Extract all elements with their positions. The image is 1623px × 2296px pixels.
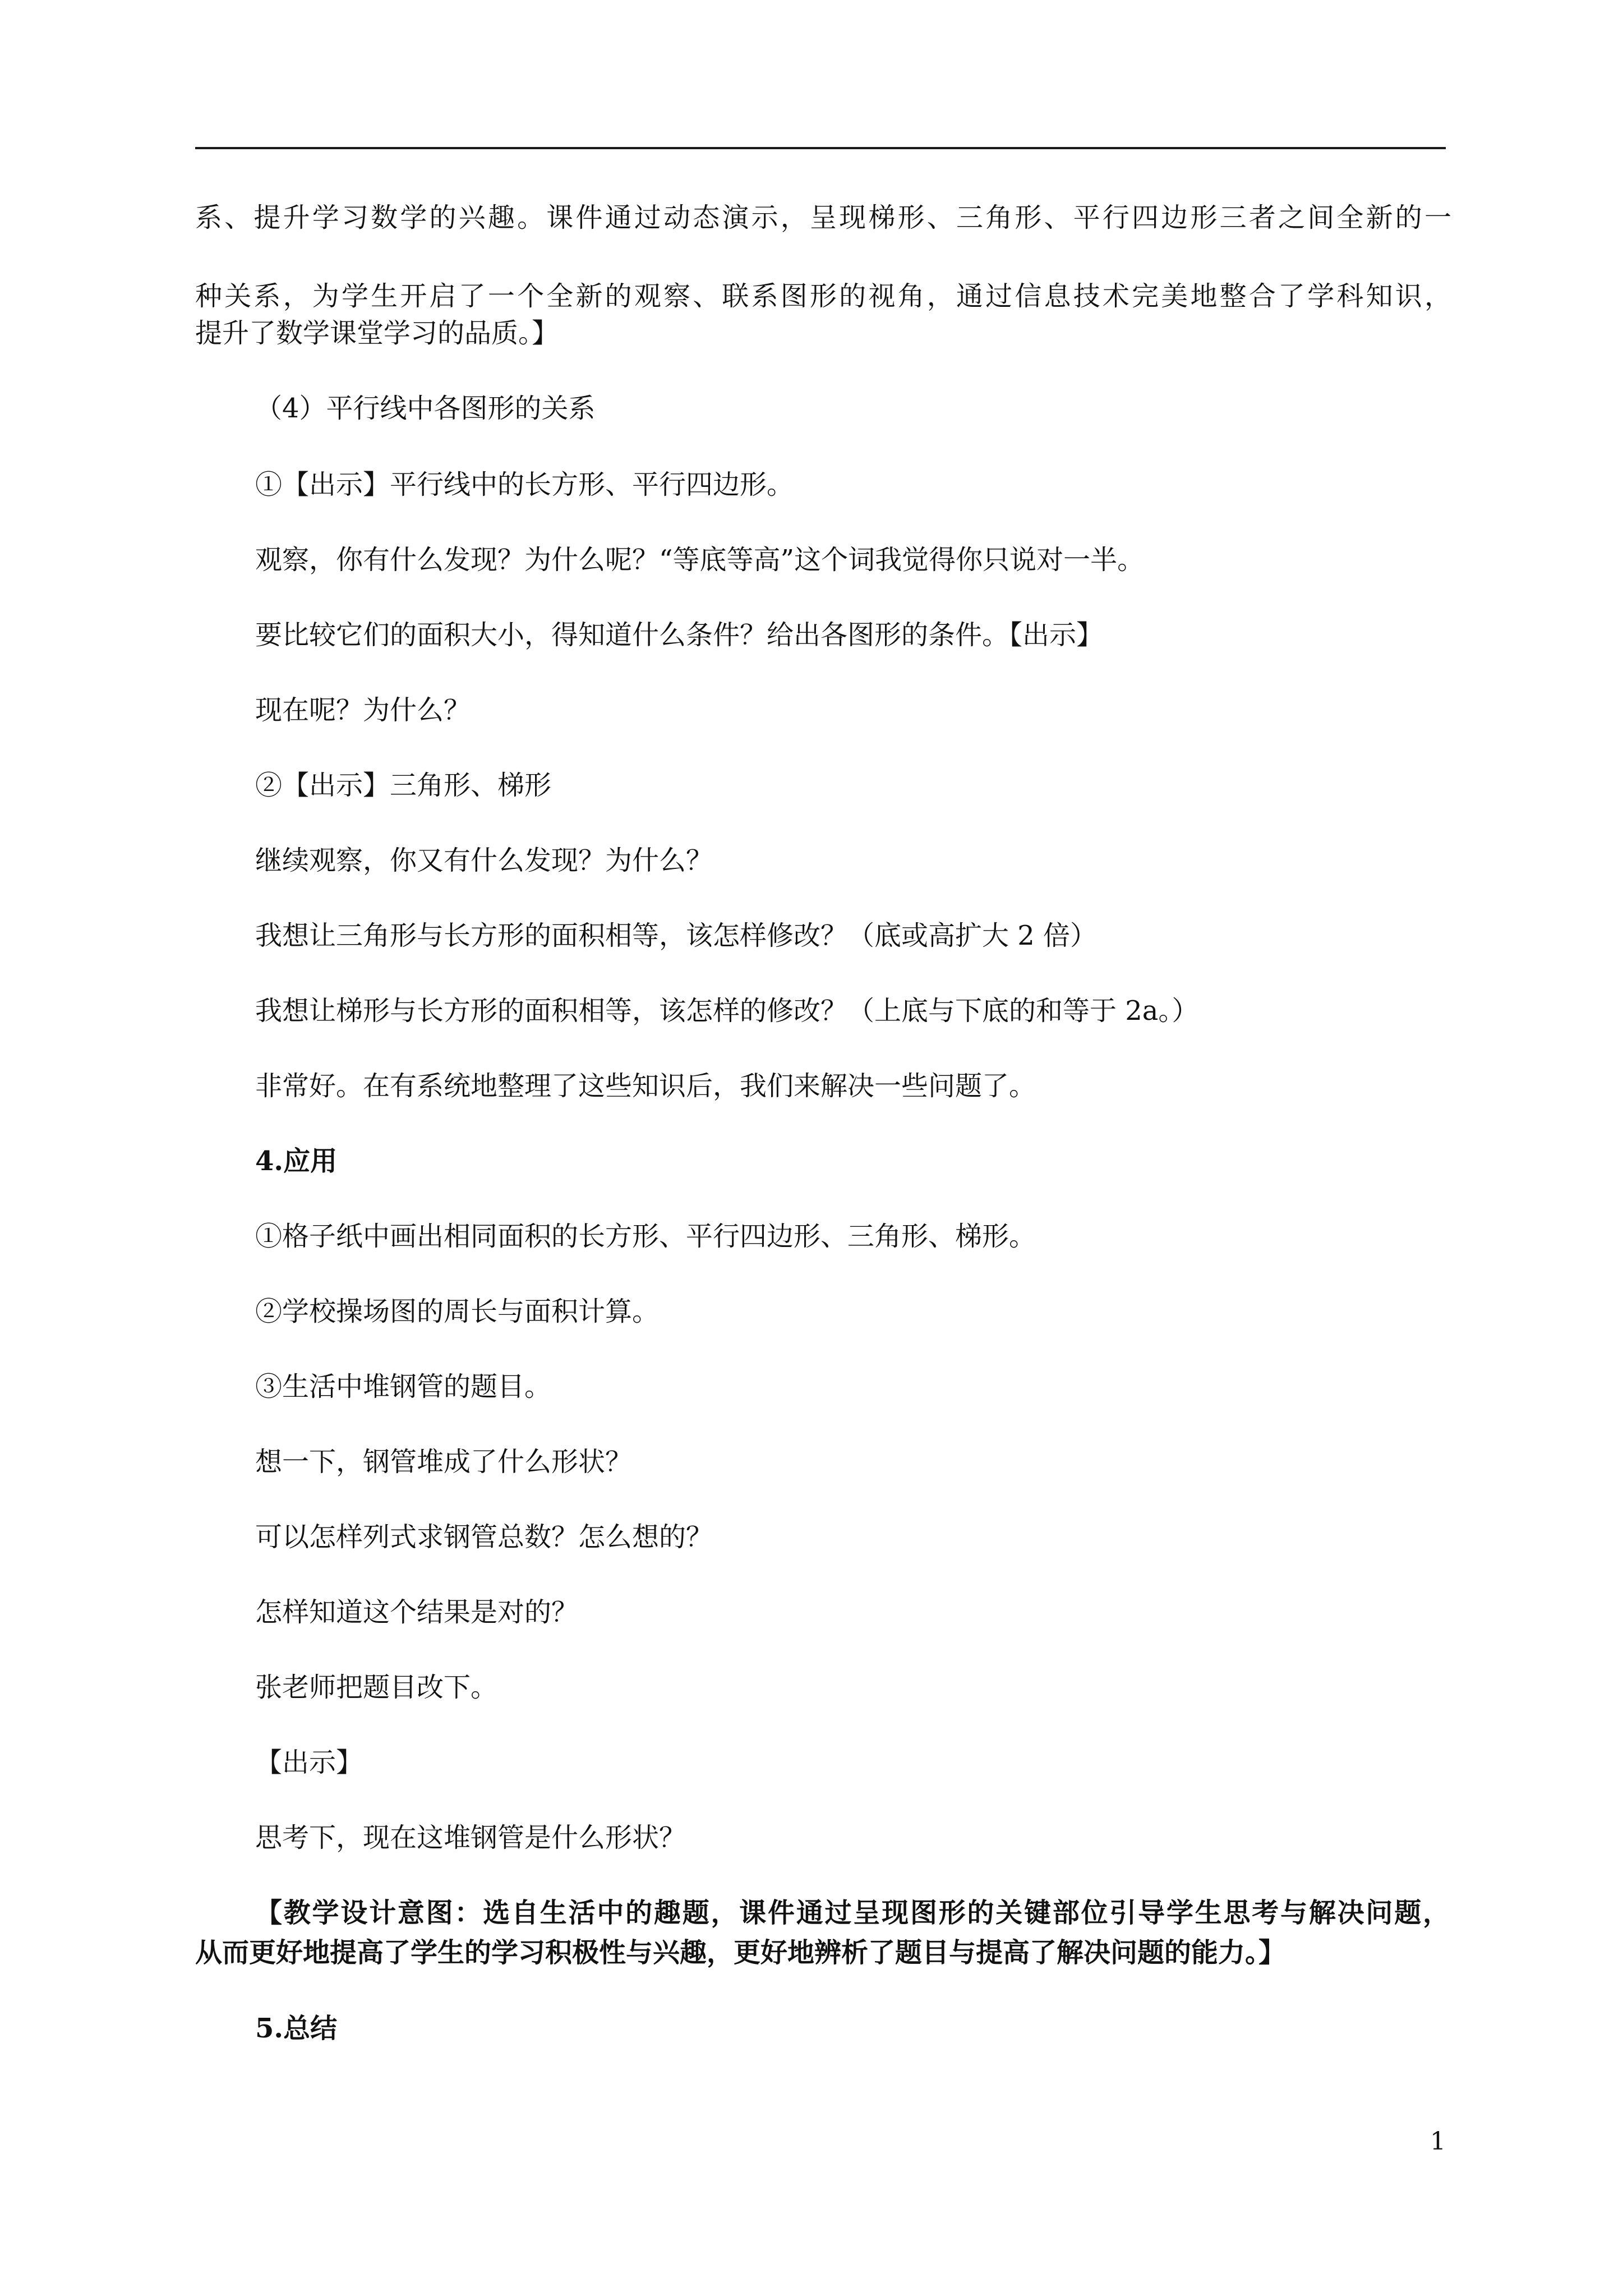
paragraph: 想一下，钢管堆成了什么形状？ xyxy=(255,1446,633,1478)
page-number: 1 xyxy=(1430,2127,1446,2156)
intro-line: 种关系，为学生开启了一个全新的观察、联系图形的视角，通过信息技术完美地整合了学科知识， xyxy=(195,280,1451,312)
paragraph: 要比较它们的面积大小，得知道什么条件？给出各图形的条件。【出示】 xyxy=(255,619,1104,651)
paragraph: 我想让三角形与长方形的面积相等，该怎样修改？（底或高扩大 2 倍） xyxy=(255,920,1098,951)
section-heading-summary: 5.总结 xyxy=(255,2013,338,2044)
paragraph: 【出示】 xyxy=(255,1747,363,1778)
paragraph: 思考下，现在这堆钢管是什么形状？ xyxy=(255,1822,686,1853)
paragraph: 现在呢？为什么？ xyxy=(255,694,471,726)
paragraph: ①【出示】平行线中的长方形、平行四边形。 xyxy=(255,469,794,500)
paragraph: 张老师把题目改下。 xyxy=(255,1672,498,1703)
design-intent-line: 从而更好地提高了学生的学习积极性与兴趣，更好地辨析了题目与提高了解决问题的能力。】 xyxy=(195,1937,1286,1968)
paragraph: ②【出示】三角形、梯形 xyxy=(255,770,552,801)
paragraph: ①格子纸中画出相同面积的长方形、平行四边形、三角形、梯形。 xyxy=(255,1221,1036,1252)
paragraph: 继续观察，你又有什么发现？为什么？ xyxy=(255,845,713,876)
paragraph: 怎样知道这个结果是对的？ xyxy=(255,1596,579,1628)
paragraph: ②学校操场图的周长与面积计算。 xyxy=(255,1296,660,1327)
section-heading: （4）平行线中各图形的关系 xyxy=(255,393,596,424)
intro-line: 系、提升学习数学的兴趣。课件通过动态演示，呈现梯形、三角形、平行四边形三者之间全新的一 xyxy=(195,202,1451,233)
design-intent-line: 【教学设计意图：选自生活中的趣题，课件通过呈现图形的关键部位引导学生思考与解决问题， xyxy=(255,1897,1450,1929)
intro-line: 提升了数学课堂学习的品质。】 xyxy=(195,318,559,349)
paragraph: 我想让梯形与长方形的面积相等，该怎样的修改？（上底与下底的和等于 2a。） xyxy=(255,995,1199,1027)
paragraph: 非常好。在有系统地整理了这些知识后，我们来解决一些问题了。 xyxy=(255,1070,1036,1102)
paragraph: 观察，你有什么发现？为什么呢？“等底等高”这个词我觉得你只说对一半。 xyxy=(255,544,1145,576)
paragraph: ③生活中堆钢管的题目。 xyxy=(255,1371,552,1402)
section-heading-application: 4.应用 xyxy=(255,1145,338,1177)
header-rule xyxy=(195,147,1446,149)
paragraph: 可以怎样列式求钢管总数？怎么想的？ xyxy=(255,1521,713,1553)
